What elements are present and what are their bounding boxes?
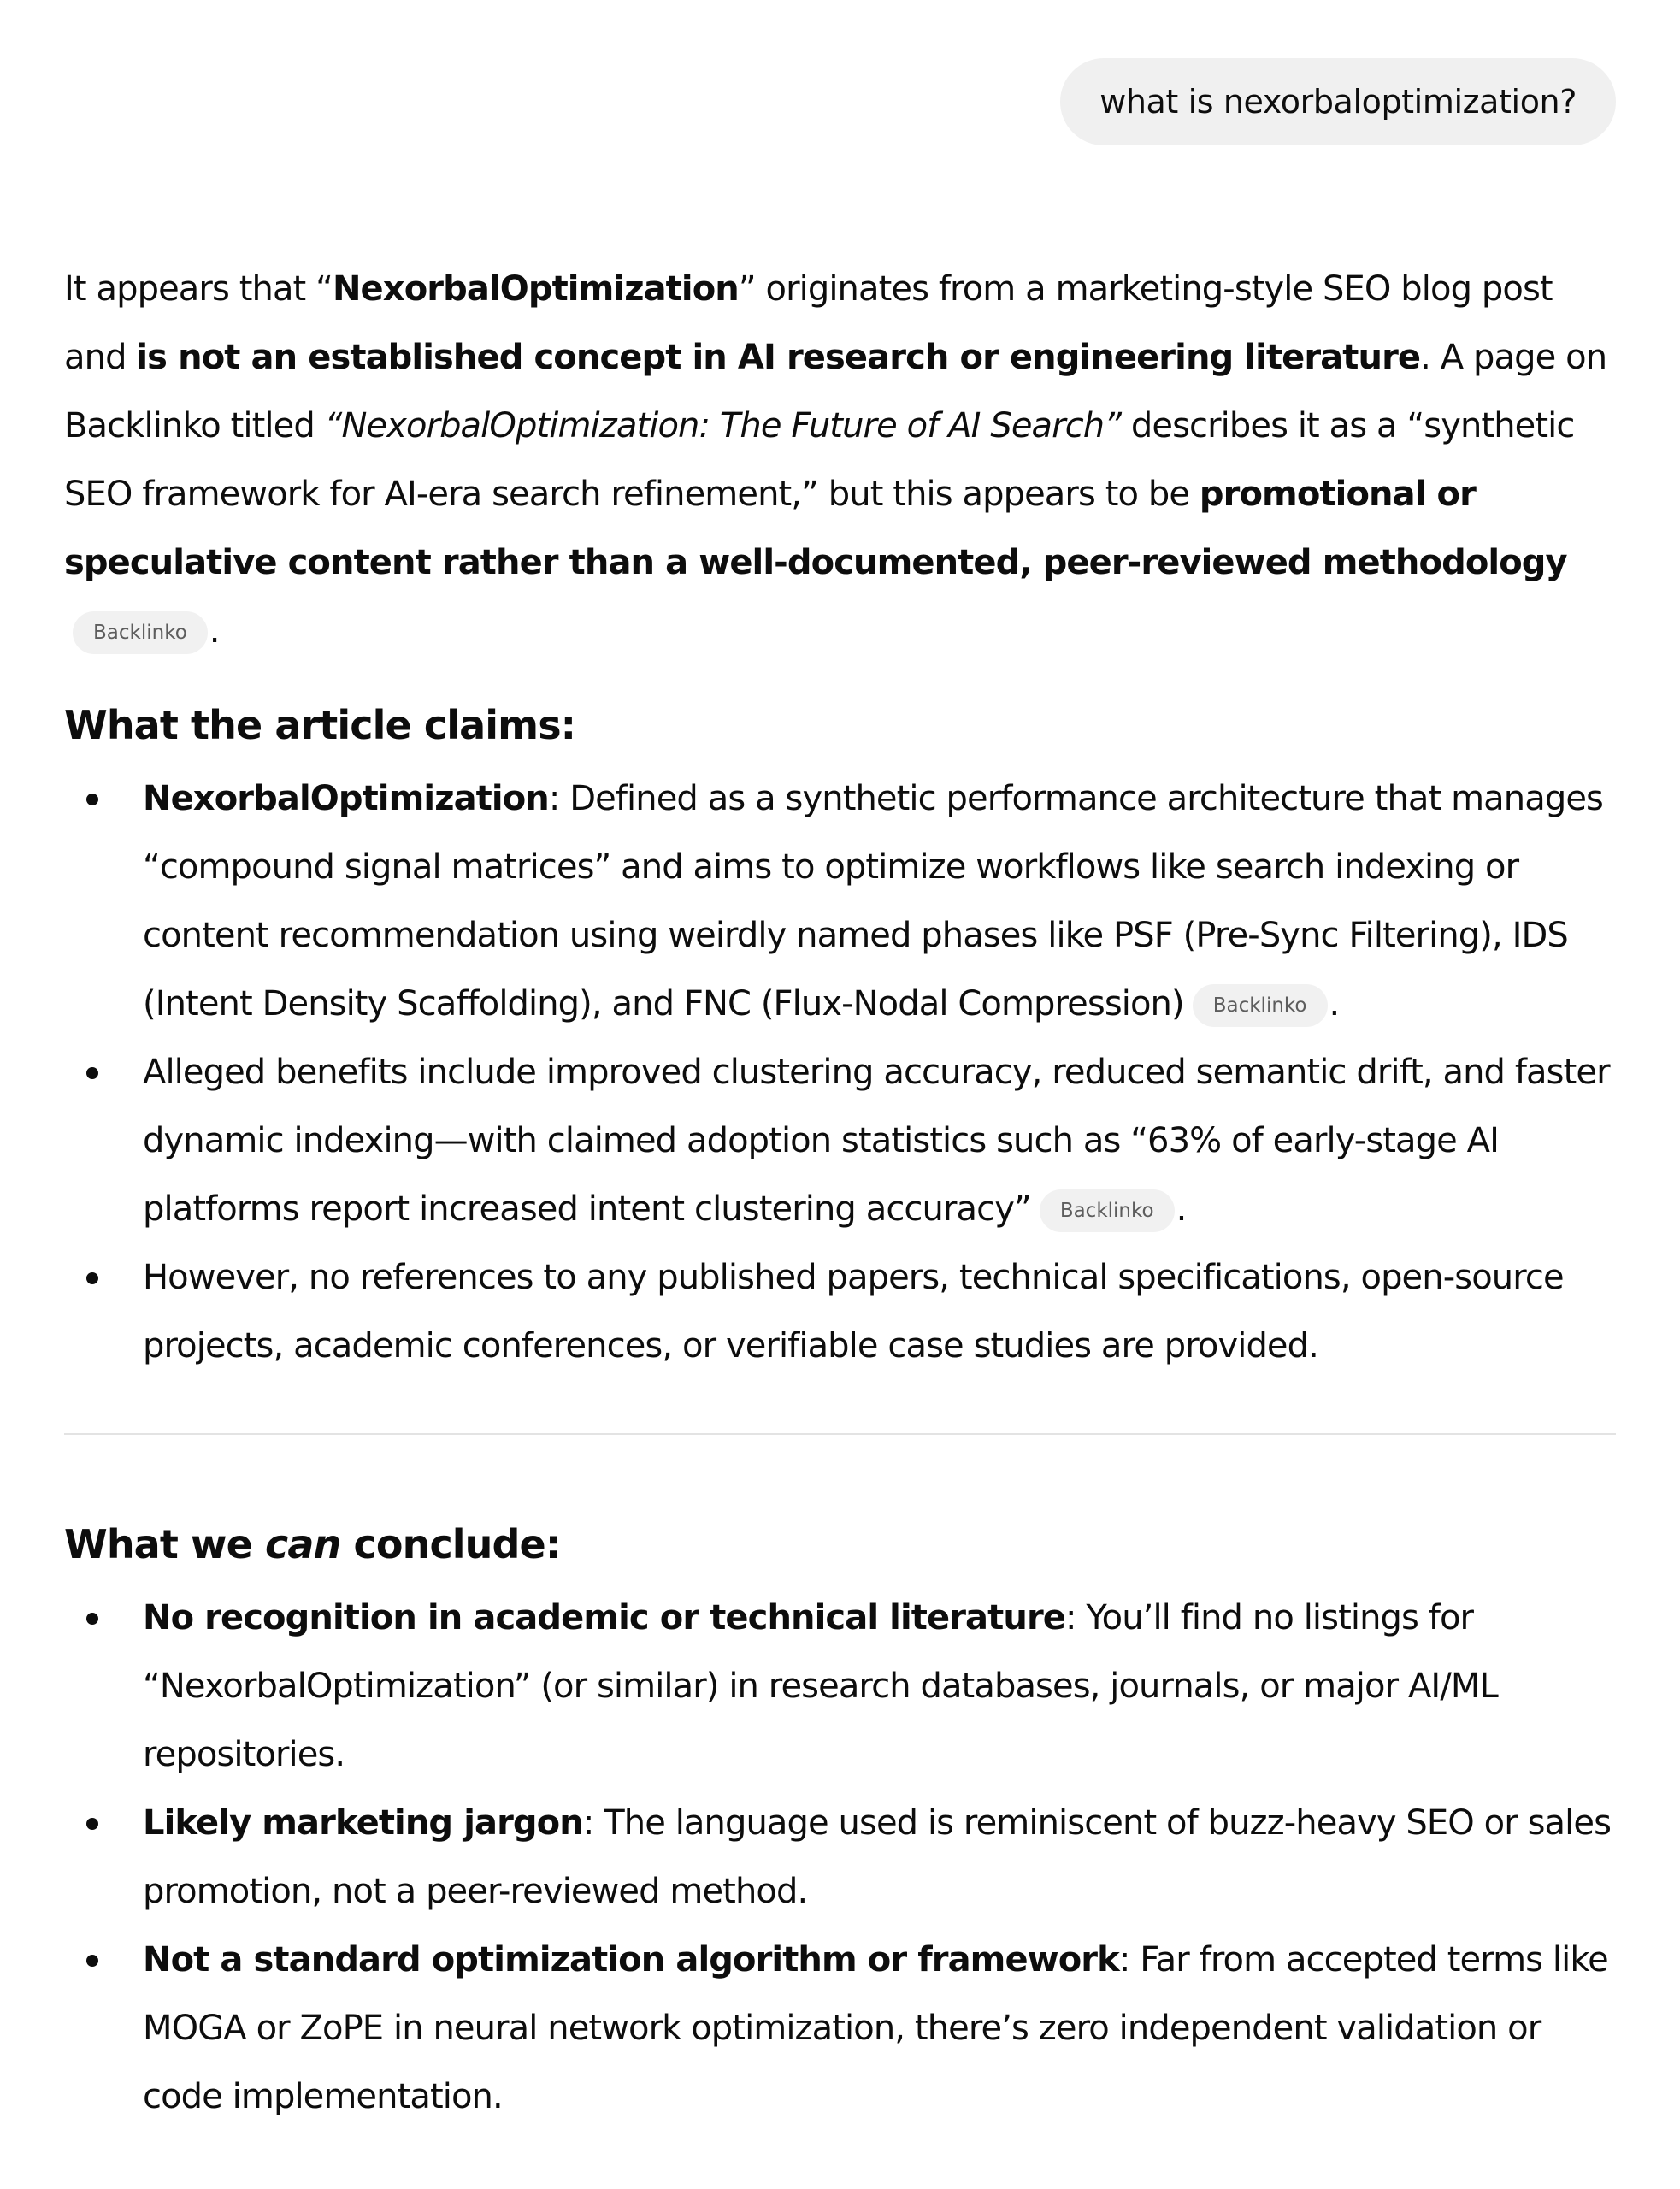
claim-text: However, no references to any published papers, technical specifications, open-source projects, academic conferences, or verifiable case studies are provided. xyxy=(143,1258,1564,1366)
user-message-text: what is nexorbaloptimization? xyxy=(1099,83,1577,121)
intro-bold-conclusion: promotional or speculative content rather than a well-documented, peer-reviewed methodology xyxy=(64,475,1567,582)
intro-end-punct: . xyxy=(209,611,220,651)
assistant-answer xyxy=(64,255,1616,2131)
conclude-heading-post: conclude: xyxy=(340,1521,561,1567)
intro-text-4: describes it as a “synthetic SEO framework for AI-era search refinement,” but this appears to be xyxy=(64,406,1575,514)
intro-bold-term: NexorbalOptimization xyxy=(332,269,739,309)
claim-bold-term: NexorbalOptimization xyxy=(143,779,549,818)
list-item xyxy=(143,1038,1616,1243)
conclusion-bold-term: No recognition in academic or technical literature xyxy=(143,1598,1066,1637)
list-item xyxy=(143,1243,1616,1380)
conclusion-text: : Far from accepted terms like MOGA or ZoPE in neural network optimization, there’s zero independent validation or code implementation. xyxy=(143,1940,1608,2116)
intro-article-title: “NexorbalOptimization: The Future of AI Search” xyxy=(324,406,1122,445)
list-item xyxy=(143,764,1616,1038)
section-divider xyxy=(64,1433,1616,1435)
user-message-bubble xyxy=(1060,58,1616,145)
conclusion-text: : The language used is reminiscent of buzz-heavy SEO or sales promotion, not a peer-reviewed method. xyxy=(143,1803,1612,1911)
claim-text: Alleged benefits include improved clustering accuracy, reduced semantic drift, and faster dynamic indexing—with claimed adoption statistics such as “63% of early-stage AI platforms report increased intent clustering accuracy” xyxy=(143,1053,1610,1229)
claims-list xyxy=(64,764,1616,1380)
conclusion-text: : You’ll find no listings for “NexorbalOptimization” (or similar) in research databases, journals, or major AI/ML repositories. xyxy=(143,1598,1498,1774)
conclude-list xyxy=(64,1584,1616,2131)
intro-paragraph xyxy=(64,255,1616,665)
conclude-heading-emphasis: can xyxy=(265,1521,341,1567)
conclude-heading-pre: What we xyxy=(64,1521,266,1567)
intro-text-3: . A page on Backlinko titled xyxy=(64,338,1607,445)
source-chip-backlinko[interactable]: Backlinko xyxy=(73,611,208,654)
intro-bold-claim: is not an established concept in AI research or engineering literature xyxy=(136,338,1421,377)
claim-end-punct: . xyxy=(1329,984,1340,1024)
list-item xyxy=(143,1584,1616,1789)
source-chip-backlinko[interactable]: Backlinko xyxy=(1193,984,1328,1027)
claim-text: : Defined as a synthetic performance architecture that manages “compound signal matrices” and aims to optimize workflows like search indexing or content recommendation using weirdly named phases like PSF (Pre-Sync Filtering), IDS (Intent Density Scaffolding), and FNC (Flux-Nodal Compression) xyxy=(143,779,1604,1024)
conclusion-bold-term: Not a standard optimization algorithm or framework xyxy=(143,1940,1119,1980)
conclude-heading xyxy=(64,1510,1616,1578)
claim-end-punct: . xyxy=(1176,1189,1187,1229)
claims-heading: What the article claims: xyxy=(64,702,576,748)
conclusion-bold-term: Likely marketing jargon xyxy=(143,1803,583,1843)
list-item xyxy=(143,1789,1616,1926)
intro-text-1: It appears that “ xyxy=(64,269,333,309)
source-chip-backlinko[interactable]: Backlinko xyxy=(1040,1189,1175,1232)
intro-text-2: ” originates from a marketing-style SEO blog post and xyxy=(64,269,1553,377)
list-item xyxy=(143,1926,1616,2131)
